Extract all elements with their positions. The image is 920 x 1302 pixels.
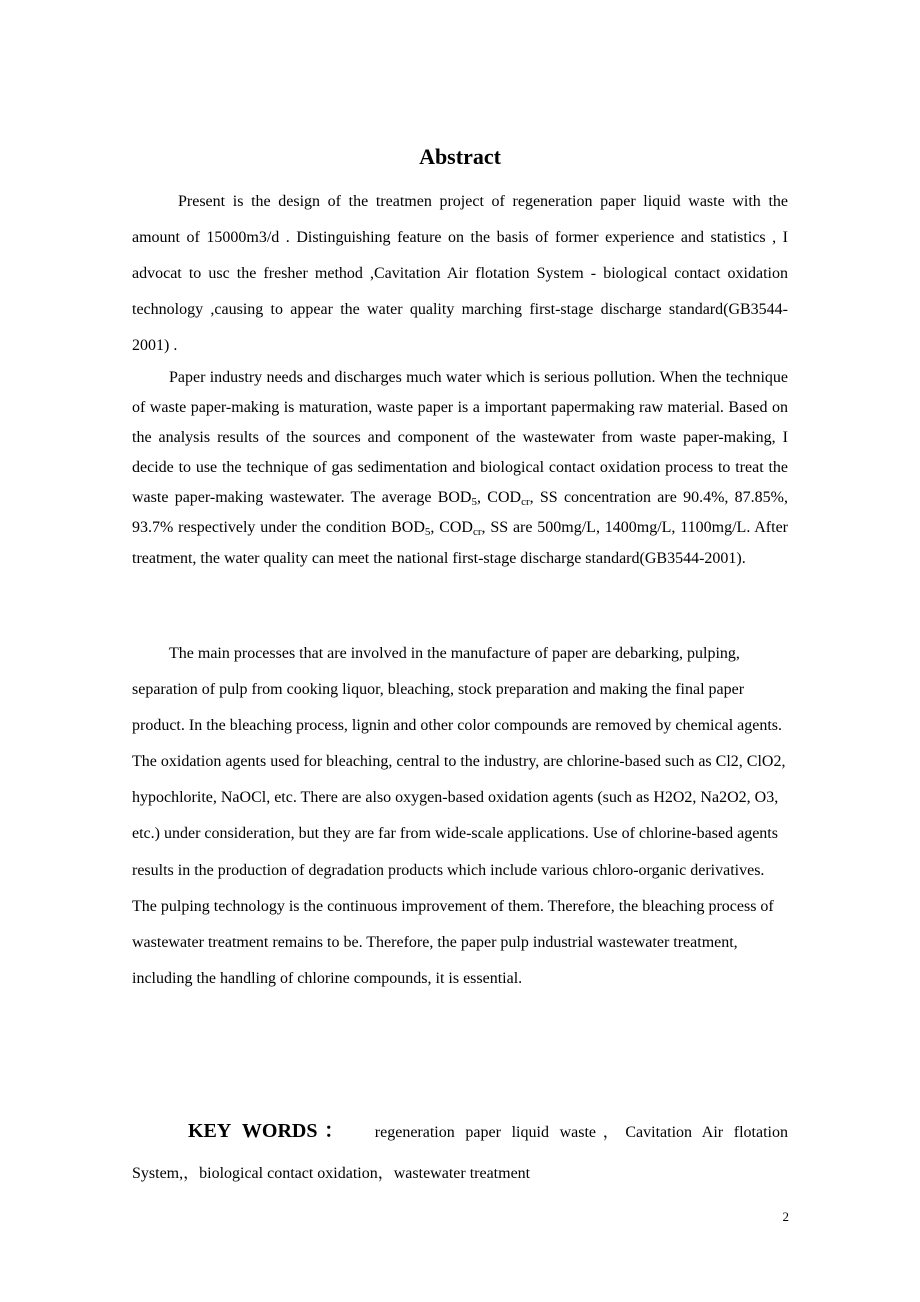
page-number: 2 <box>782 1209 789 1224</box>
paragraph-2-text: , COD <box>430 519 473 537</box>
cod-subscript: cr <box>521 496 530 509</box>
abstract-paragraph-3: The main processes that are involved in the manufacture of paper are debarking, pulping, separation of pulp from cooking liquor, bleaching, stock preparation and making the final paper product. In the bleaching process, lignin and other color compounds are removed by chemical agents. The oxidation agents used for bleaching, central to the industry, are chlorine-based such as Cl2, ClO2, hypochlorite, NaOCl, etc. There are also oxygen-based oxidation agents (such as H2O2, Na2O2, O3, etc.) under consideration, but they are far from wide-scale applications. Use of chlorine-based agents results in the production of degradation products which include various chloro-organic derivatives. The pulping technology is the continuous improvement of them. Therefore, the bleaching process of wastewater treatment remains to be. Therefore, the paper pulp industrial wastewater treatment, including the handling of chlorine compounds, it is essential. <box>132 645 786 987</box>
paragraph-2-text: , SS concentration are 90.4%, 87.85%, 93.7% respectively under the condition BOD <box>132 489 789 537</box>
paragraph-2-text: , SS are 500mg/L, 1400mg/L, 1100mg/L. After treatment, the water quality can meet the national first-stage discharge standard(GB3544-2001). <box>132 519 789 567</box>
bod-subscript: 5 <box>424 526 431 539</box>
abstract-title: Abstract <box>419 144 501 169</box>
paragraph-2-text: Paper industry needs and discharges much water which is serious pollution. When the technique of waste paper-making is maturation, waste paper is a important papermaking raw material. Based on the analysis results of the sources and component of the wastewater from waste paper-making, I decide to use the technique of gas sedimentation and biological contact oxidation process to treat the waste paper-making wastewater. The average BOD <box>132 369 788 507</box>
cod-subscript: cr <box>472 526 482 539</box>
keywords-label: KEY WORDS： <box>188 1120 351 1142</box>
abstract-paragraph-1: Present is the design of the treatmen project of regeneration paper liquid waste with the amount of 15000m3/d . Distinguishing feature on the basis of former experience and statistics , I advocat to usc the fresher method ,Cavitation Air flotation System - biological contact oxidation technology ,causing to appear the water quality marching first-stage discharge standard(GB3544-2001) . <box>132 193 788 354</box>
bod-subscript: 5 <box>471 496 477 509</box>
abstract-paragraph-2 <box>132 363 788 574</box>
keywords-text: regeneration paper liquid waste，Cavitation Air flotation System,，biological contact oxidation，wastewater treatment <box>132 1124 788 1182</box>
keywords-section <box>132 1111 788 1194</box>
paragraph-2-text: , COD <box>477 489 522 507</box>
